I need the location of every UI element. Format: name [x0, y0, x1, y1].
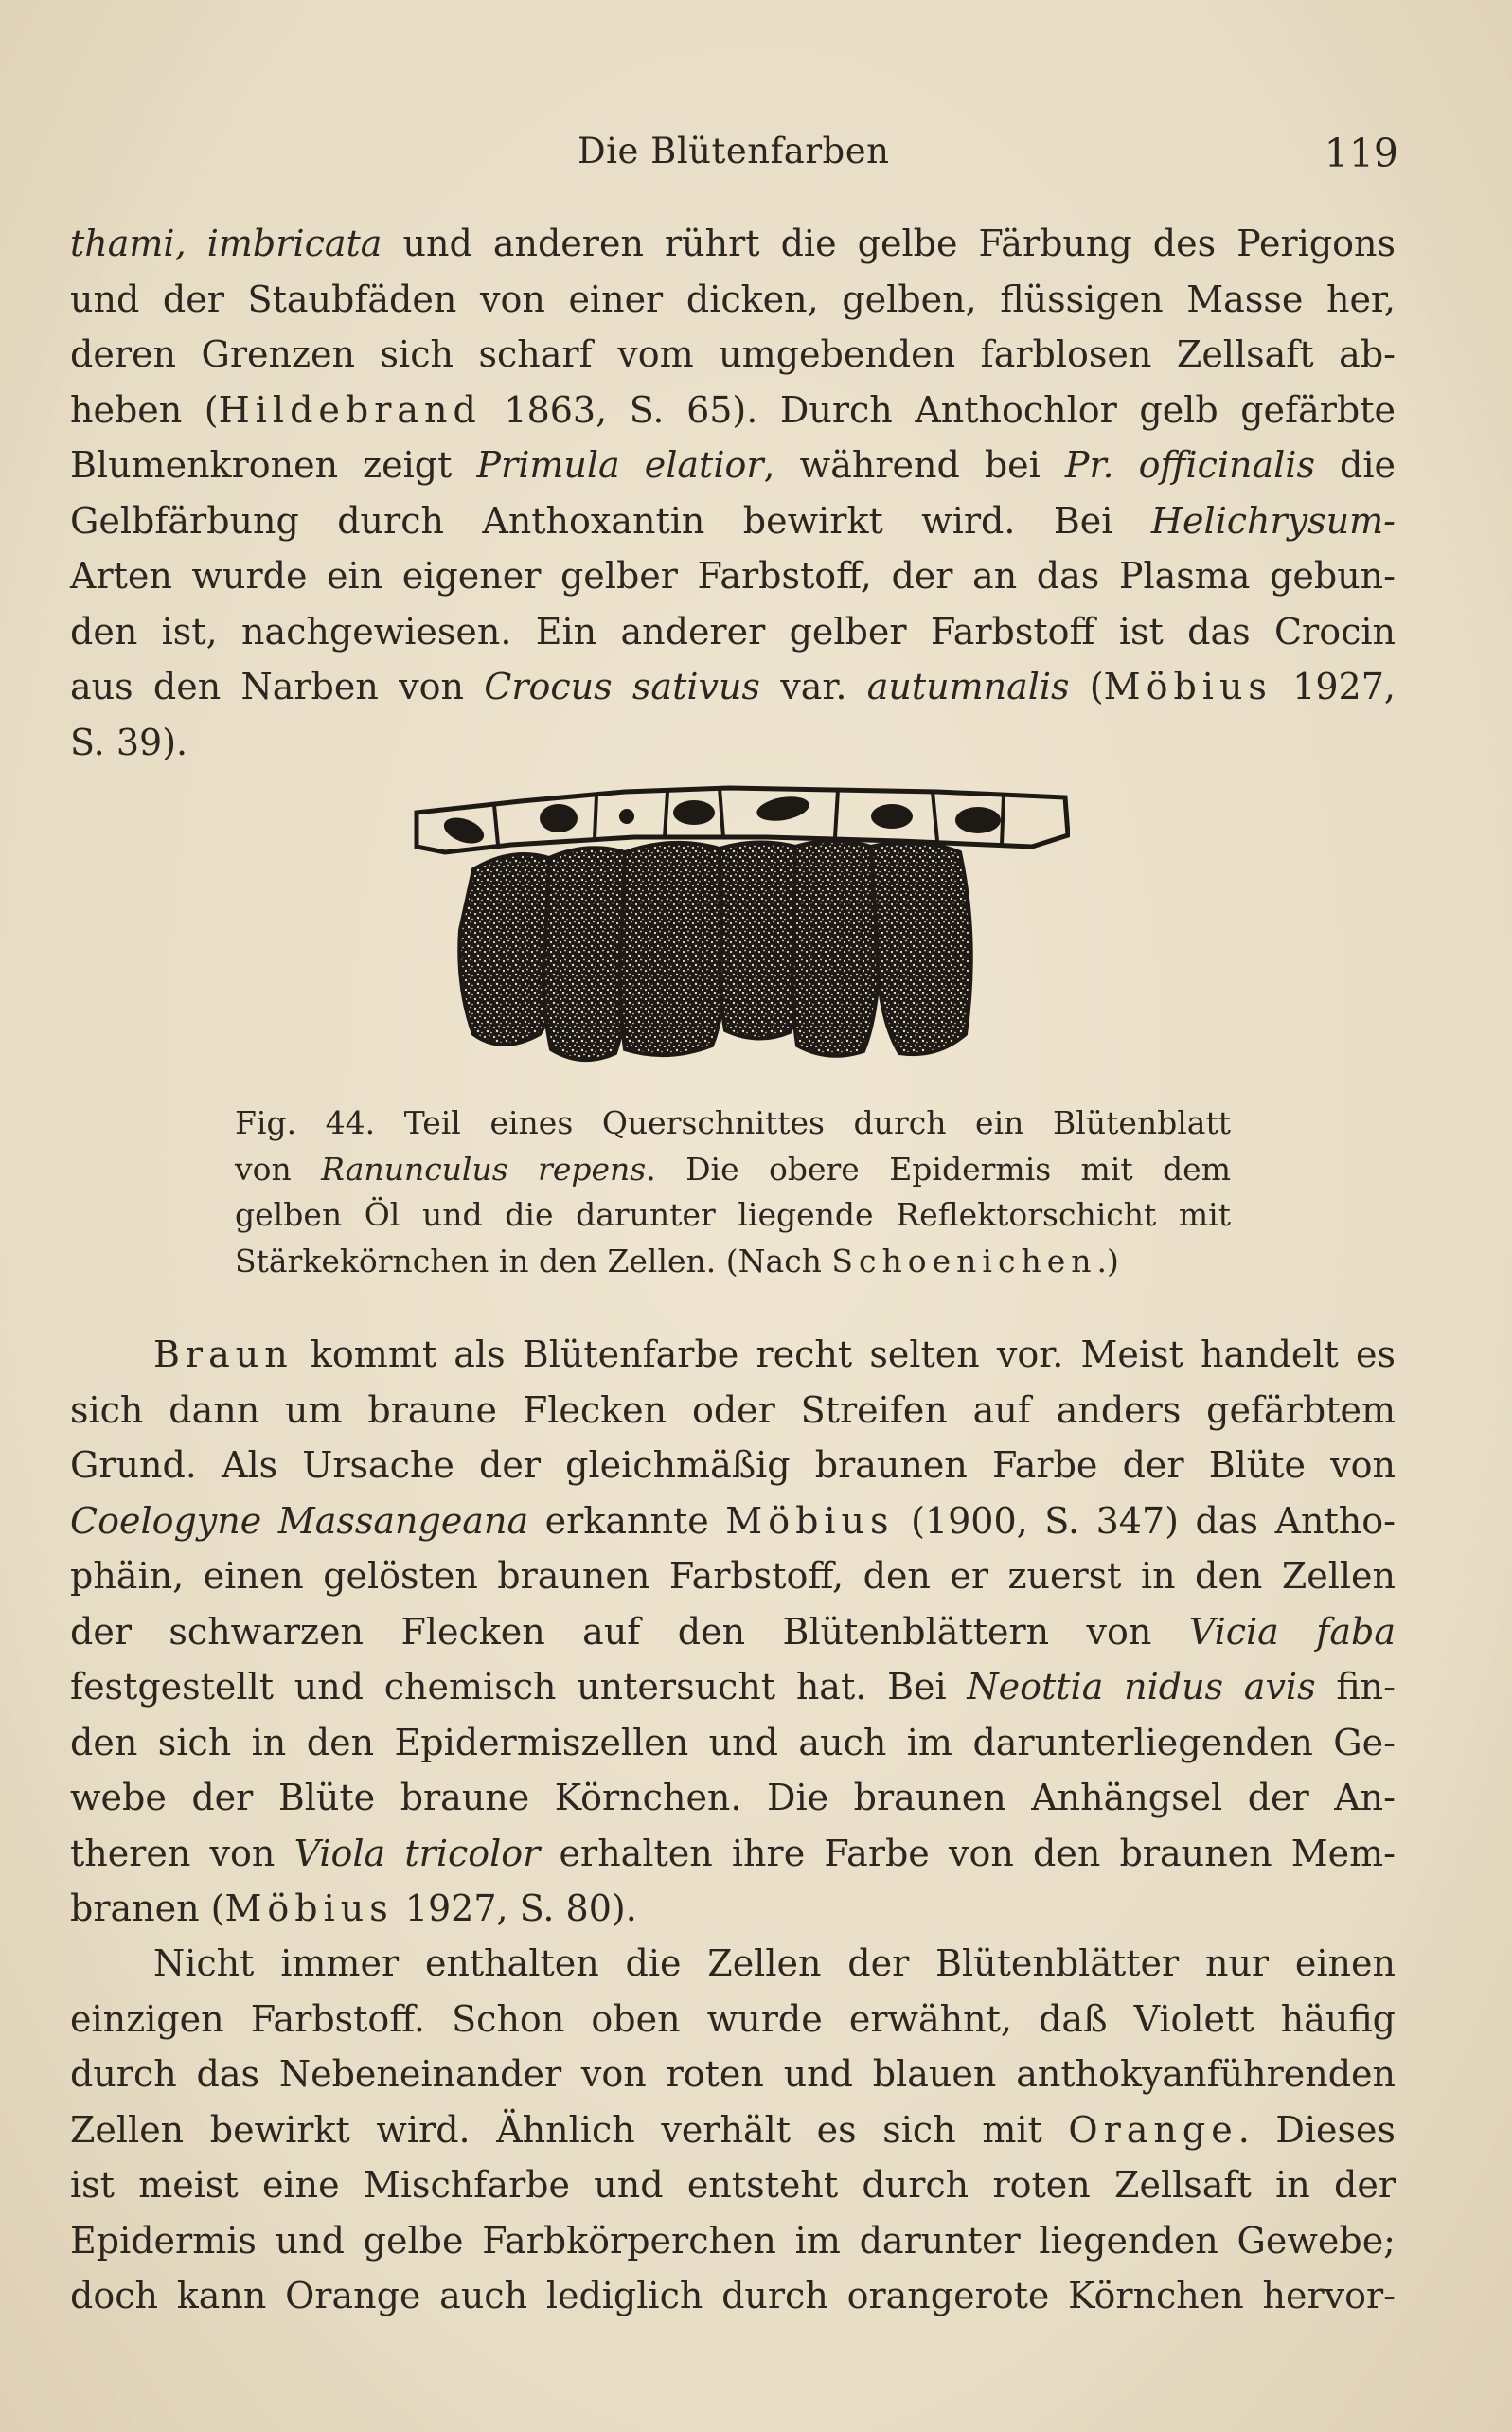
caption-line: gelben Öl und die darunter liegende Reflektorschicht mit [235, 1196, 1231, 1233]
text-line [70, 493, 1396, 549]
text-run: und anderen rührt die gelbe Färbung des Perigons [382, 223, 1396, 264]
text-run: festgestellt und chemisch untersucht hat. Bei [70, 1666, 968, 1708]
species-name: Vicia faba [1188, 1610, 1396, 1653]
species-name: Neottia nidus avis [967, 1666, 1316, 1708]
text-run: fin- [1315, 1666, 1396, 1708]
text-run: 1927, S. 80). [393, 1887, 637, 1929]
section-keyword: Orange [1068, 2108, 1238, 2151]
species-name: Ranunculus repens [321, 1150, 647, 1188]
text-run: .) [1096, 1242, 1119, 1279]
figure-caption [235, 1100, 1231, 1284]
text-run: kommt als Blütenfarbe recht selten vor. Meist handelt es [293, 1333, 1396, 1375]
text-run: die [1314, 444, 1396, 486]
text-line [70, 659, 1396, 715]
text-line [70, 1826, 1396, 1882]
author-name: Möbius [1103, 666, 1272, 707]
species-name: Primula elatior [476, 444, 764, 486]
caption-line: Fig. 44. Teil eines Querschnittes durch ein Blütenblatt [235, 1104, 1231, 1141]
text-line: webe der Blüte braune Körnchen. Die braunen Anhängsel der An- [70, 1777, 1396, 1818]
text-line: Nicht immer enthalten die Zellen der Blütenblätter nur einen [153, 1942, 1396, 1984]
petal-cross-section-drawing [407, 778, 1070, 1082]
text-run: von [235, 1150, 322, 1188]
text-line: ist meist eine Mischfarbe und entsteht durch roten Zellsaft in der [70, 2164, 1396, 2206]
running-head: Die Blütenfarben [578, 131, 890, 171]
text-line: sich dann um braune Flecken oder Streifen auf anders gefärbtem [70, 1388, 1396, 1431]
text-line: Grund. Als Ursache der gleichmäßig braunen Farbe der Blüte von [70, 1444, 1396, 1486]
text-line [70, 1881, 1396, 1937]
text-line [70, 2102, 1396, 2158]
text-run: theren von [70, 1832, 294, 1874]
text-run: erkannte [528, 1499, 726, 1542]
text-run: (1900, S. 347) das Antho- [894, 1499, 1396, 1542]
species-name: Pr. officinalis [1064, 444, 1315, 486]
paragraph-1 [70, 216, 1396, 770]
author-name: Hildebrand [218, 388, 482, 431]
text-line: S. 39). [70, 721, 188, 763]
page-header [0, 131, 1512, 188]
text-line: phäin, einen gelösten braunen Farbstoff, den er zuerst in den Zellen [70, 1555, 1396, 1597]
text-line [70, 438, 1396, 493]
species-name: Viola tricolor [294, 1832, 541, 1874]
text-line: Arten wurde ein eigener gelber Farbstoff, der an das Plasma gebun- [70, 555, 1396, 597]
text-run: Zellen bewirkt wird. Ähnlich verhält es sich mit [70, 2108, 1069, 2151]
species-name: Coelogyne Massangeana [70, 1499, 529, 1542]
author-name: Möbius [725, 1499, 895, 1542]
text-run: Stärkekörnchen in den Zellen. (Nach [235, 1242, 832, 1279]
caption-line [235, 1147, 1231, 1193]
text-line [70, 1659, 1396, 1715]
text-run: , während bei [763, 444, 1065, 486]
text-run: der schwarzen Flecken auf den Blütenblättern von [70, 1610, 1189, 1653]
text-run: 1863, S. 65). Durch Anthochlor gelb gefärbte [481, 388, 1396, 431]
text-run: erhalten ihre Farbe von den braunen Mem- [540, 1832, 1396, 1874]
page-number: 119 [1324, 131, 1398, 176]
text-run: Gelbfärbung durch Anthoxantin bewirkt wird. Bei [70, 499, 1151, 542]
species-name: Crocus sativus [484, 666, 760, 707]
text-run: Blumenkronen zeigt [70, 444, 477, 486]
text-run: heben ( [70, 388, 219, 431]
text-run: . Die obere Epidermis mit dem [646, 1150, 1231, 1188]
text-run: . Dieses [1237, 2108, 1396, 2151]
paragraph-3 [70, 1936, 1396, 2324]
text-line: einzigen Farbstoff. Schon oben wurde erwähnt, daß Violett häufig [70, 1997, 1396, 2040]
text-run: aus den Narben von [70, 666, 485, 707]
text-line [70, 216, 1396, 272]
figure-44-illustration [407, 778, 1070, 1082]
author-name: Möbius [224, 1887, 394, 1929]
text-run: 1927, [1272, 666, 1396, 707]
text-line: Epidermis und gelbe Farbkörperchen im darunter liegenden Gewebe; [70, 2219, 1396, 2262]
text-run: ( [1069, 666, 1104, 707]
text-line: durch das Nebeneinander von roten und blauen anthokyanführenden [70, 2053, 1396, 2095]
text-run: branen ( [70, 1887, 225, 1929]
reflector-layer-cells [459, 841, 970, 1060]
text-line [70, 1493, 1396, 1549]
text-line: deren Grenzen sich scharf vom umgebenden farblosen Zellsaft ab- [70, 333, 1396, 375]
text-line [70, 383, 1396, 438]
caption-line [235, 1239, 1231, 1285]
species-name: Helichrysum- [1150, 499, 1396, 542]
text-line: den sich in den Epidermiszellen und auch im darunterliegenden Ge- [70, 1721, 1396, 1763]
section-keyword: Braun [153, 1333, 294, 1375]
text-line: den ist, nachgewiesen. Ein anderer gelber Farbstoff ist das Crocin [70, 610, 1396, 653]
author-name: Schoenichen [831, 1242, 1097, 1279]
text-line: doch kann Orange auch lediglich durch orangerote Körnchen hervor- [70, 2275, 1396, 2316]
species-name: thami, imbricata [70, 223, 382, 264]
species-name: autumnalis [866, 666, 1070, 707]
text-line [70, 1327, 1396, 1383]
text-line: und der Staubfäden von einer dicken, gelben, flüssigen Masse her, [70, 277, 1396, 320]
text-line [70, 1604, 1396, 1660]
paragraph-2 [70, 1327, 1396, 1937]
text-run: var. [759, 666, 867, 707]
